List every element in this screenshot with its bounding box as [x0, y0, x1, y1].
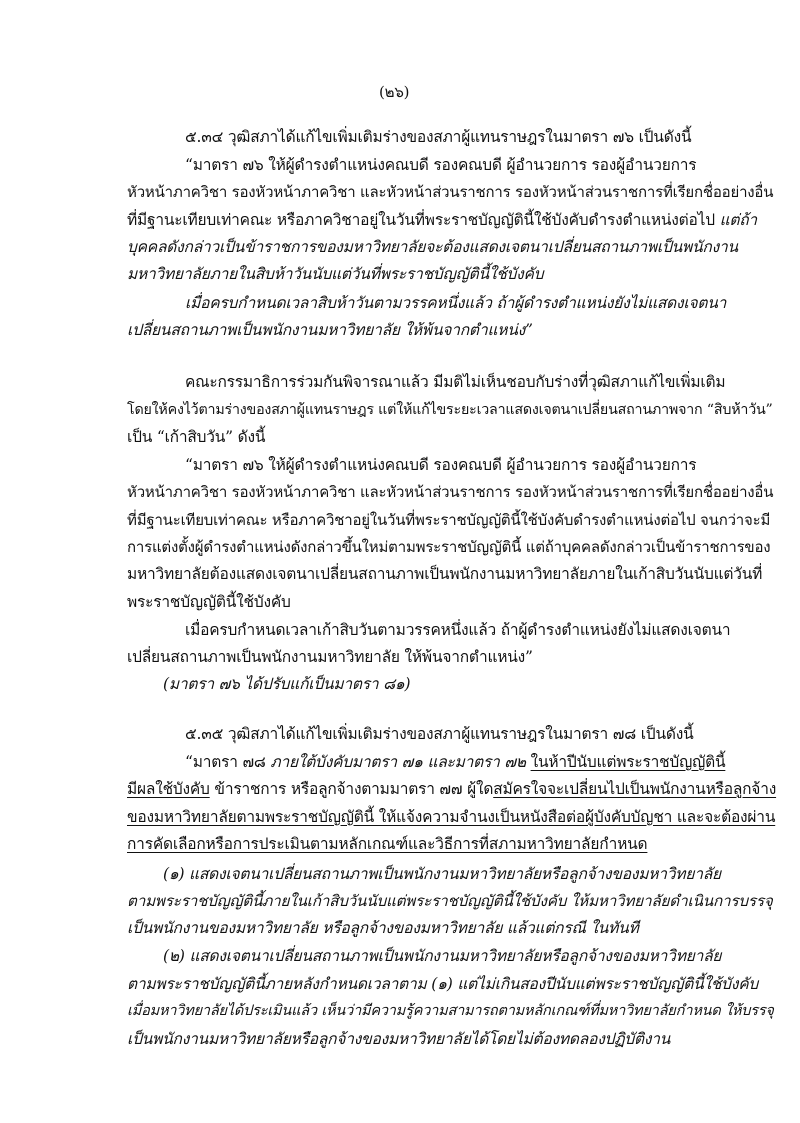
text-line: เป็น “เก้าสิบวัน” ดังนี้ — [127, 428, 266, 446]
text-line-italic: เป็นพนักงานของมหาวิทยาลัย หรือลูกจ้างของมหาวิทยาลัย แล้วแต่กรณี ในทันที — [127, 919, 639, 937]
text-line-italic: เมื่อมหาวิทยาลัยได้ประเมินแล้ว เห็นว่ามีความรู้ความสามารถตามหลักเกณฑ์ที่มหาวิทยาลัยกำหนด ให้บรรจุ — [127, 1003, 774, 1019]
text-line-italic: เป็นพนักงานมหาวิทยาลัยหรือลูกจ้างของมหาวิทยาลัยได้โดยไม่ต้องทดลองปฏิบัติงาน — [127, 1030, 671, 1048]
text-segment-italic: ภายใต้บังคับมาตรา ๗๑ และมาตรา ๗๒ — [270, 753, 531, 771]
text-line: หัวหน้าภาควิชา รองหัวหน้าภาควิชา และหัวหน้าส่วนราชการ รองหัวหน้าส่วนราชการที่เรียกชื่ออย่างอื่น — [127, 183, 774, 201]
text-segment: ข้าราชการ หรือลูกจ้างตามมาตรา ๗๗ ผู้ใด — [209, 780, 494, 798]
text-line: เปลี่ยนสถานภาพเป็นพนักงานมหาวิทยาลัย ให้พ้นจากตำแหน่ง” — [127, 648, 533, 666]
text-segment-underlined: ในห้าปีนับแต่พระราชบัญญัตินี้ — [530, 753, 726, 771]
text-segment-italic: แต่ถ้า — [719, 211, 757, 229]
text-line: เมื่อครบกำหนดเวลาเก้าสิบวันตามวรรคหนึ่งแล้ว ถ้าผู้ดำรงตำแหน่งยังไม่แสดงเจตนา — [185, 621, 731, 639]
text-segment: “มาตรา ๗๘ — [185, 753, 271, 771]
text-line-italic: บุคคลดังกล่าวเป็นข้าราชการของมหาวิทยาลัยจะต้องแสดงเจตนาเปลี่ยนสถานภาพเป็นพนักงาน — [127, 238, 738, 256]
text-line-italic: เมื่อครบกำหนดเวลาสิบห้าวันตามวรรคหนึ่งแล้ว ถ้าผู้ดำรงตำแหน่งยังไม่แสดงเจตนา — [185, 294, 727, 312]
text-line: พระราชบัญญัตินี้ใช้บังคับ — [127, 593, 291, 611]
section-note: (มาตรา ๗๖ ได้ปรับแก้เป็นมาตรา ๘๑) — [163, 675, 411, 693]
text-line — [127, 209, 757, 231]
section-heading-5-35: ๕.๓๕ วุฒิสภาได้แก้ไขเพิ่มเติมร่างของสภาผู้แทนราษฎรในมาตรา ๗๘ เป็นดังนี้ — [185, 725, 694, 743]
text-line: ที่มีฐานะเทียบเท่าคณะ หรือภาควิชาอยู่ในวันที่พระราชบัญญัตินี้ใช้บังคับดำรงตำแหน่งต่อไป จนกว่าจะมี — [127, 511, 771, 529]
text-line-italic: ตามพระราชบัญญัตินี้ภายในเก้าสิบวันนับแต่พระราชบัญญัตินี้ใช้บังคับ ให้มหาวิทยาลัยดำเนินการบรรจุ — [127, 892, 773, 910]
page-number: (๒๖) — [379, 83, 410, 101]
text-line: โดยให้คงไว้ตามร่างของสภาผู้แทนราษฎร แต่ให้แก้ไขระยะเวลาแสดงเจตนาเปลี่ยนสถานภาพจาก “สิบห้าวัน” — [127, 402, 773, 418]
text-line-italic: มหาวิทยาลัยภายในสิบห้าวันนับแต่วันที่พระราชบัญญัตินี้ใช้บังคับ — [127, 265, 544, 283]
text-line — [185, 751, 725, 773]
text-line: “มาตรา ๗๖ ให้ผู้ดำรงตำแหน่งคณบดี รองคณบดี ผู้อำนวยการ รองผู้อำนวยการ — [185, 456, 697, 474]
text-line: มหาวิทยาลัยต้องแสดงเจตนาเปลี่ยนสถานภาพเป็นพนักงานมหาวิทยาลัยภายในเก้าสิบวันนับแต่วันที่ — [127, 565, 763, 583]
text-line: “มาตรา ๗๖ ให้ผู้ดำรงตำแหน่งคณบดี รองคณบดี ผู้อำนวยการ รองผู้อำนวยการ — [185, 156, 697, 174]
text-segment: ที่มีฐานะเทียบเท่าคณะ หรือภาควิชาอยู่ในวันที่พระราชบัญญัตินี้ใช้บังคับดำรงตำแหน่งต่อไป — [127, 211, 720, 229]
text-line-underlined: ของมหาวิทยาลัยตามพระราชบัญญัตินี้ ให้แจ้งความจำนงเป็นหนังสือต่อผู้บังคับบัญชา และจะต้องผ่าน — [127, 808, 776, 826]
section-heading-5-34: ๕.๓๔ วุฒิสภาได้แก้ไขเพิ่มเติมร่างของสภาผู้แทนราษฎรในมาตรา ๗๖ เป็นดังนี้ — [185, 128, 692, 146]
committee-paragraph: คณะกรรมาธิการร่วมกันพิจารณาแล้ว มีมติไม่เห็นชอบกับร่างที่วุฒิสภาแก้ไขเพิ่มเติม — [185, 373, 726, 391]
text-line: หัวหน้าภาควิชา รองหัวหน้าภาควิชา และหัวหน้าส่วนราชการ รองหัวหน้าส่วนราชการที่เรียกชื่ออย่างอื่น — [127, 483, 774, 501]
text-segment-underlined: สมัครใจจะเปลี่ยนไปเป็นพนักงานหรือลูกจ้าง — [493, 780, 777, 798]
text-line: การแต่งตั้งผู้ดำรงตำแหน่งดังกล่าวขึ้นใหม่ตามพระราชบัญญัตินี้ แต่ถ้าบุคคลดังกล่าวเป็นข้าราชการของ — [127, 538, 771, 556]
text-line-italic: (๑) แสดงเจตนาเปลี่ยนสถานภาพเป็นพนักงานมหาวิทยาลัยหรือลูกจ้างของมหาวิทยาลัย — [163, 865, 721, 883]
text-line-underlined: การคัดเลือกหรือการประเมินตามหลักเกณฑ์และวิธีการที่สภามหาวิทยาลัยกำหนด — [127, 835, 648, 853]
text-line — [127, 778, 776, 800]
text-line-italic: เปลี่ยนสถานภาพเป็นพนักงานมหาวิทยาลัย ให้พ้นจากตำแหน่ง” — [127, 321, 533, 339]
text-line-italic: ตามพระราชบัญญัตินี้ภายหลังกำหนดเวลาตาม (๑) แต่ไม่เกินสองปีนับแต่พระราชบัญญัตินี้ใช้บังคับ — [127, 975, 758, 993]
text-segment-underlined: มีผลใช้บังคับ — [127, 780, 210, 798]
text-line-italic: (๒) แสดงเจตนาเปลี่ยนสถานภาพเป็นพนักงานมหาวิทยาลัยหรือลูกจ้างของมหาวิทยาลัย — [163, 947, 722, 965]
